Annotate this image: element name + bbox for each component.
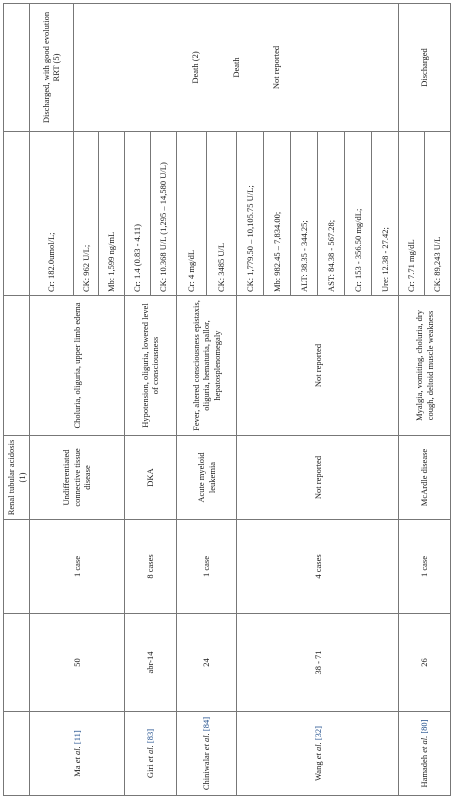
lab-value: CK: 89,243 U/L — [425, 131, 451, 295]
reference-cell: Wang et al. [32] — [237, 712, 399, 796]
symptoms-cell: Hypotension, oliguria, lowered level of consciousness — [125, 296, 177, 436]
cases-cell: 1 case — [399, 520, 451, 614]
disease-cell: Not reported — [237, 436, 399, 520]
lab-value: Cr: 182.0umol/L; — [30, 131, 73, 295]
age-cell: 38 - 71 — [237, 614, 399, 712]
outcome-cell: Discharged, with good evolution RRT (5) — [30, 3, 73, 131]
lab-value: Cr: 1.4 (0.83 - 4.11) — [125, 131, 151, 295]
outcome-death: Death — [230, 57, 241, 78]
cases-cell: 1 case — [30, 520, 125, 614]
lab-value: CK: 10.368 U/L (1,295 – 14,580 U/L) — [150, 131, 176, 295]
outcome-not-reported: Not reported — [271, 45, 282, 90]
empty-cell — [4, 614, 30, 712]
lab-value: Cr: 7.71 mg/dL — [399, 131, 425, 295]
reference-cell: Hamadeh et al. [80] — [399, 712, 451, 796]
disease-cell: Acute myeloid leukemia — [176, 436, 237, 520]
age-cell: abr-14 — [125, 614, 177, 712]
empty-cell — [4, 520, 30, 614]
age-cell: 24 — [176, 614, 237, 712]
cases-cell: 8 cases — [125, 520, 177, 614]
lab-value: Cr: 153 - 356.50 mg/dL; — [345, 131, 372, 295]
reference-cell: Ma et al. [11] — [30, 712, 125, 796]
disease-cell: McArdle disease — [399, 436, 451, 520]
disease-cell: Undifferentiated connective tissue disease — [30, 436, 125, 520]
outcome-rrt: RRT (5) — [51, 53, 62, 82]
age-cell: 50 — [30, 614, 125, 712]
case-table — [3, 3, 451, 796]
reference-link[interactable]: [11] — [71, 730, 82, 745]
tubular-acidosis-header: Renal tubular acidosis (1) — [4, 436, 30, 520]
lab-value: ALT: 38.35 - 344.25; — [291, 131, 318, 295]
cases-cell: 4 cases — [237, 520, 399, 614]
empty-cell — [4, 712, 30, 796]
empty-cell — [4, 3, 30, 131]
disease-cell: DKA — [125, 436, 177, 520]
cases-cell: 1 case — [176, 520, 237, 614]
reference-link[interactable]: [84] — [201, 716, 212, 732]
lab-value: Mb: 982.45 – 7,834.00; — [264, 131, 291, 295]
symptoms-cell: Fever, altered consciousness epistaxis, oliguria, hematuria, pallor, hepatosplenomegaly — [176, 296, 237, 436]
symptoms-cell: Not reported — [237, 296, 399, 436]
symptoms-cell: Myalgia, vomiting, choluria, dry cough, deltoid muscle weakness — [399, 296, 451, 436]
lab-value: CK: 962 U/L; — [73, 131, 99, 295]
symptoms-cell: Choluria, oliguria, upper limb edema — [30, 296, 125, 436]
reference-link[interactable]: [80] — [419, 719, 430, 734]
lab-value: CK: 3485 U/L — [207, 131, 237, 295]
reference-link[interactable]: [83] — [145, 728, 156, 744]
reference-cell: Giri et al. [83] — [125, 712, 177, 796]
lab-value: Ure: 12.38 - 27.42; — [372, 131, 399, 295]
empty-cell — [4, 296, 30, 436]
outcome-cell: Death (2) Death Not reported — [73, 3, 399, 131]
empty-cell — [4, 131, 30, 295]
reference-link[interactable]: [32] — [312, 725, 323, 741]
outcome-cell: Discharged — [399, 3, 451, 131]
lab-value: AST: 84.38 - 567.28; — [318, 131, 345, 295]
lab-value: Mb: 1,599 ng/mL — [99, 131, 125, 295]
lab-value: Cr: 4 mg/dL — [176, 131, 206, 295]
reference-cell: Chiniwalar et al. [84] — [176, 712, 237, 796]
lab-value: CK: 1,779.50 – 10,105.75 U/L; — [237, 131, 264, 295]
age-cell: 26 — [399, 614, 451, 712]
